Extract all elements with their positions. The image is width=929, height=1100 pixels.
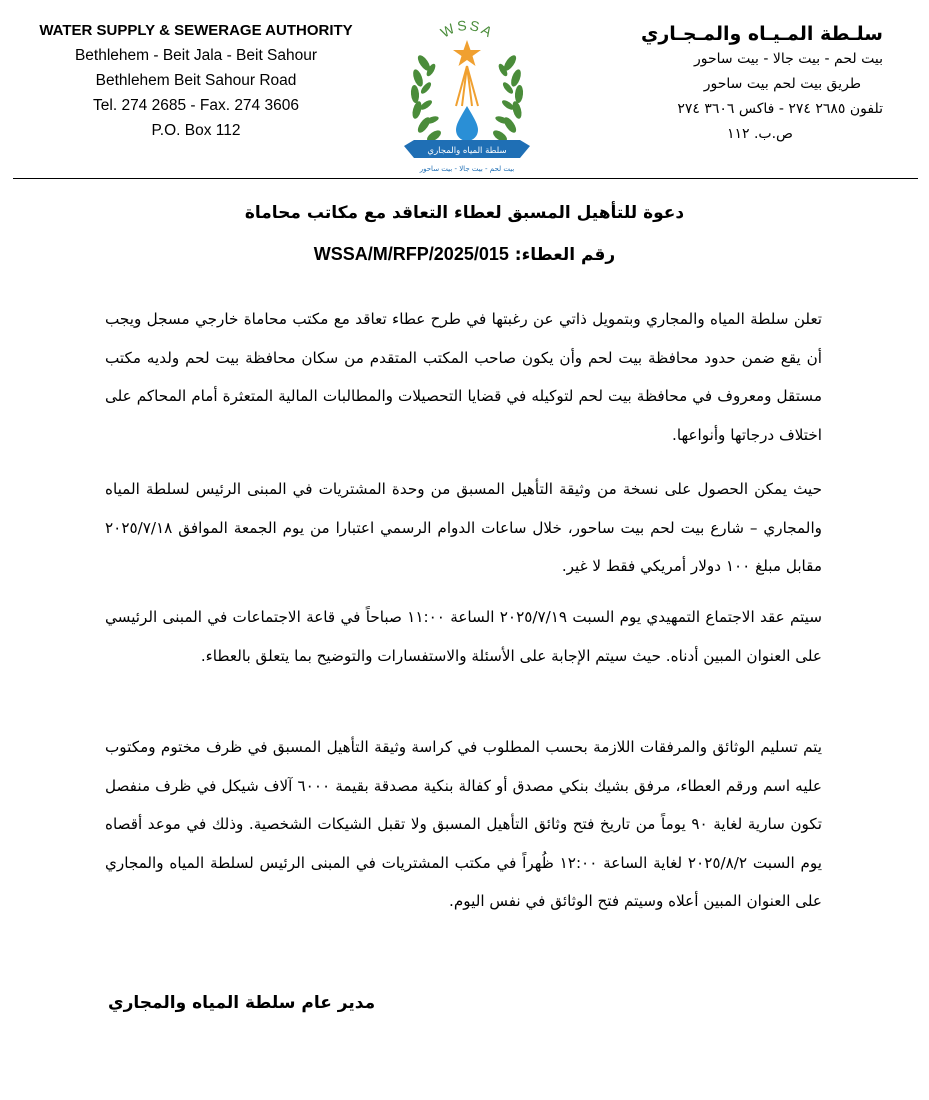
tender-reference — [0, 244, 929, 265]
logo-ribbon-text: سلطة المياه والمجاري — [427, 146, 507, 156]
star-icon — [453, 40, 481, 66]
english-pobox: P.O. Box 112 — [151, 122, 241, 139]
paragraph-pre-bid-meeting: سيتم عقد الاجتماع التمهيدي يوم السبت ٢٠٢٥/٧/١٩ الساعة ١١:٠٠ صباحاً في قاعة الاجتماعات في المبنى الرئيسي على العنوان المبين أدناه. حيث سيتم الإجابة على الأسئلة والاستفسارات والتوضيح بما يتعلق بالعطاء. — [105, 608, 822, 665]
document-title: دعوة للتأهيل المسبق لعطاء التعاقد مع مكاتب محاماة — [244, 203, 685, 223]
english-road: Bethlehem Beit Sahour Road — [95, 72, 297, 89]
header-divider — [13, 178, 918, 179]
english-letterhead — [10, 18, 382, 143]
english-cities: Bethlehem - Beit Jala - Beit Sahour — [74, 47, 318, 64]
paragraph-announcement: تعلن سلطة المياه والمجاري وبتمويل ذاتي عن رغبتها في طرح عطاء تعاقد مع مكتب محاماة خارجي مسجل ويجب أن يقع ضمن حدود محافظة بيت لحم وأن يكون صاحب المكتب المتقدم من سكان محافظة بيت لحم ولديه مكتب مستقل ومعروف في محافظة بيت لحم لتوكيله في قضايا التحصيلات والمطالبات المالية المتعثرة أمام المحاكم على اختلاف درجاتها وأنواعها. — [105, 310, 822, 444]
arabic-org-name: سلـطة المـيـاه والمـجـاري — [640, 23, 883, 45]
svg-text:WSSA — [438, 17, 497, 41]
signature-title: مدير عام سلطة المياه والمجاري — [108, 993, 376, 1013]
water-drop-icon — [456, 106, 478, 141]
paragraph-submission: يتم تسليم الوثائق والمرفقات اللازمة بحسب المطلوب في كراسة وثيقة التأهيل المسبق في ظرف مختوم ومكتوب عليه اسم ورقم العطاء، مرفق بشيك بنكي مصدق أو كفالة بنكية مصدقة بقيمة ٦٠٠٠ آلاف شيكل في ظرف منفصل تكون سارية لغاية ٩٠ يوماً من تاريخ فتح وثائق التأهيل المسبق ولا تقبل الشيكات الشخصية. وذلك في موعد أقصاه يوم السبت ٢٠٢٥/٨/٢ لغاية الساعة ١٢:٠٠ ظُهراً في مكتب المشتريات في المبنى الرئيس لسلطة المياه والمجاري على العنوان المبين أعلاه وسيتم فتح الوثائق في نفس اليوم. — [105, 738, 822, 910]
arabic-pobox: ص.ب. ١١٢ — [726, 126, 793, 142]
logo-acronym: WSSA — [437, 16, 497, 41]
arabic-cities: بيت لحم - بيت جالا - بيت ساحور — [693, 51, 883, 67]
wssa-emblem — [396, 8, 538, 180]
english-phone: Tel. 274 2685 - Fax. 274 3606 — [93, 97, 299, 114]
logo-subtitle: بيت لحم - بيت جالا - بيت ساحور — [419, 165, 515, 173]
arabic-phone: تلفون ٢٦٨٥ ٢٧٤ - فاكس ٣٦٠٦ ٢٧٤ — [677, 101, 883, 117]
paragraph-document-purchase: حيث يمكن الحصول على نسخة من وثيقة التأهيل المسبق من وحدة المشتريات في المبنى الرئيس لسلطة المياه والمجاري – شارع بيت لحم بيت ساحور، خلال ساعات الدوام الرسمي اعتبارا من يوم الجمعة الموافق ٢٠٢٥/٧/١٨ مقابل مبلغ ١٠٠ دولار أمريكي فقط لا غير. — [105, 480, 822, 575]
tender-reference-label: رقم العطاء: — [514, 245, 616, 265]
arabic-road: طريق بيت لحم بيت ساحور — [703, 76, 861, 92]
wssa-logo — [396, 8, 538, 180]
tender-reference-number: WSSA/M/RFP/2025/015 — [313, 244, 509, 264]
arabic-letterhead — [583, 22, 883, 147]
english-org-name: WATER SUPPLY & SEWERAGE AUTHORITY — [39, 22, 353, 39]
